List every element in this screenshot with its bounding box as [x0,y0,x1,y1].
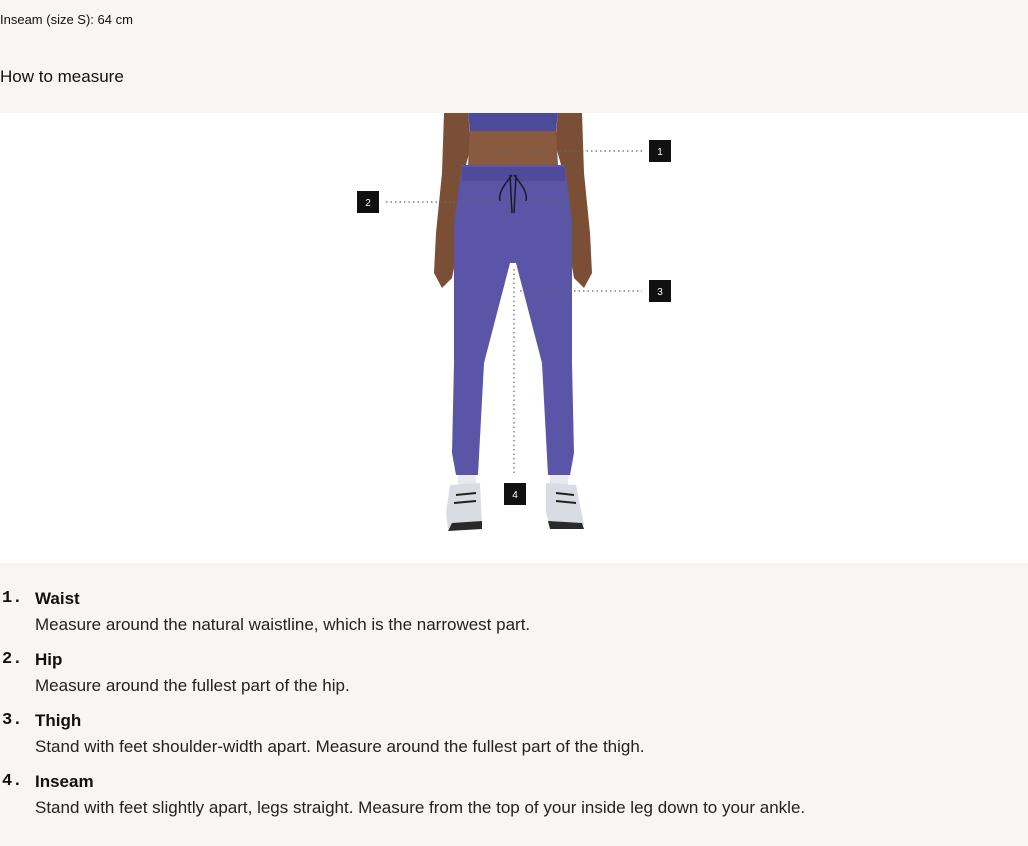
step-number: 3. [2,711,23,730]
step-hip [0,647,1028,708]
step-title: Inseam [35,772,94,791]
step-description: Stand with feet shoulder-width apart. Measure around the fullest part of the thigh. [35,737,645,756]
svg-text:1: 1 [657,147,663,158]
step-description: Stand with feet slightly apart, legs straight. Measure from the top of your inside leg down to your ankle. [35,798,806,817]
marker-2 [357,191,379,213]
measurement-steps-list [0,586,1028,830]
step-waist [0,586,1028,647]
svg-text:4: 4 [512,490,518,501]
step-number: 4. [2,772,23,791]
step-title: Thigh [35,711,82,730]
measurement-figure [0,113,1028,563]
marker-1 [649,140,671,162]
svg-text:3: 3 [657,287,663,298]
step-title: Waist [35,589,80,608]
step-description: Measure around the natural waistline, which is the narrowest part. [35,615,531,634]
svg-text:2: 2 [365,198,371,209]
step-number: 2. [2,650,23,669]
measurement-illustration [0,113,1028,563]
step-inseam [0,769,1028,830]
model-figure [434,113,592,531]
inseam-size-note: Inseam (size S): 64 cm [0,12,133,27]
marker-4 [504,483,526,505]
marker-3 [649,280,671,302]
step-description: Measure around the fullest part of the hip. [35,676,350,695]
step-thigh [0,708,1028,769]
how-to-measure-heading: How to measure [0,67,124,86]
step-number: 1. [2,589,23,608]
step-title: Hip [35,650,63,669]
